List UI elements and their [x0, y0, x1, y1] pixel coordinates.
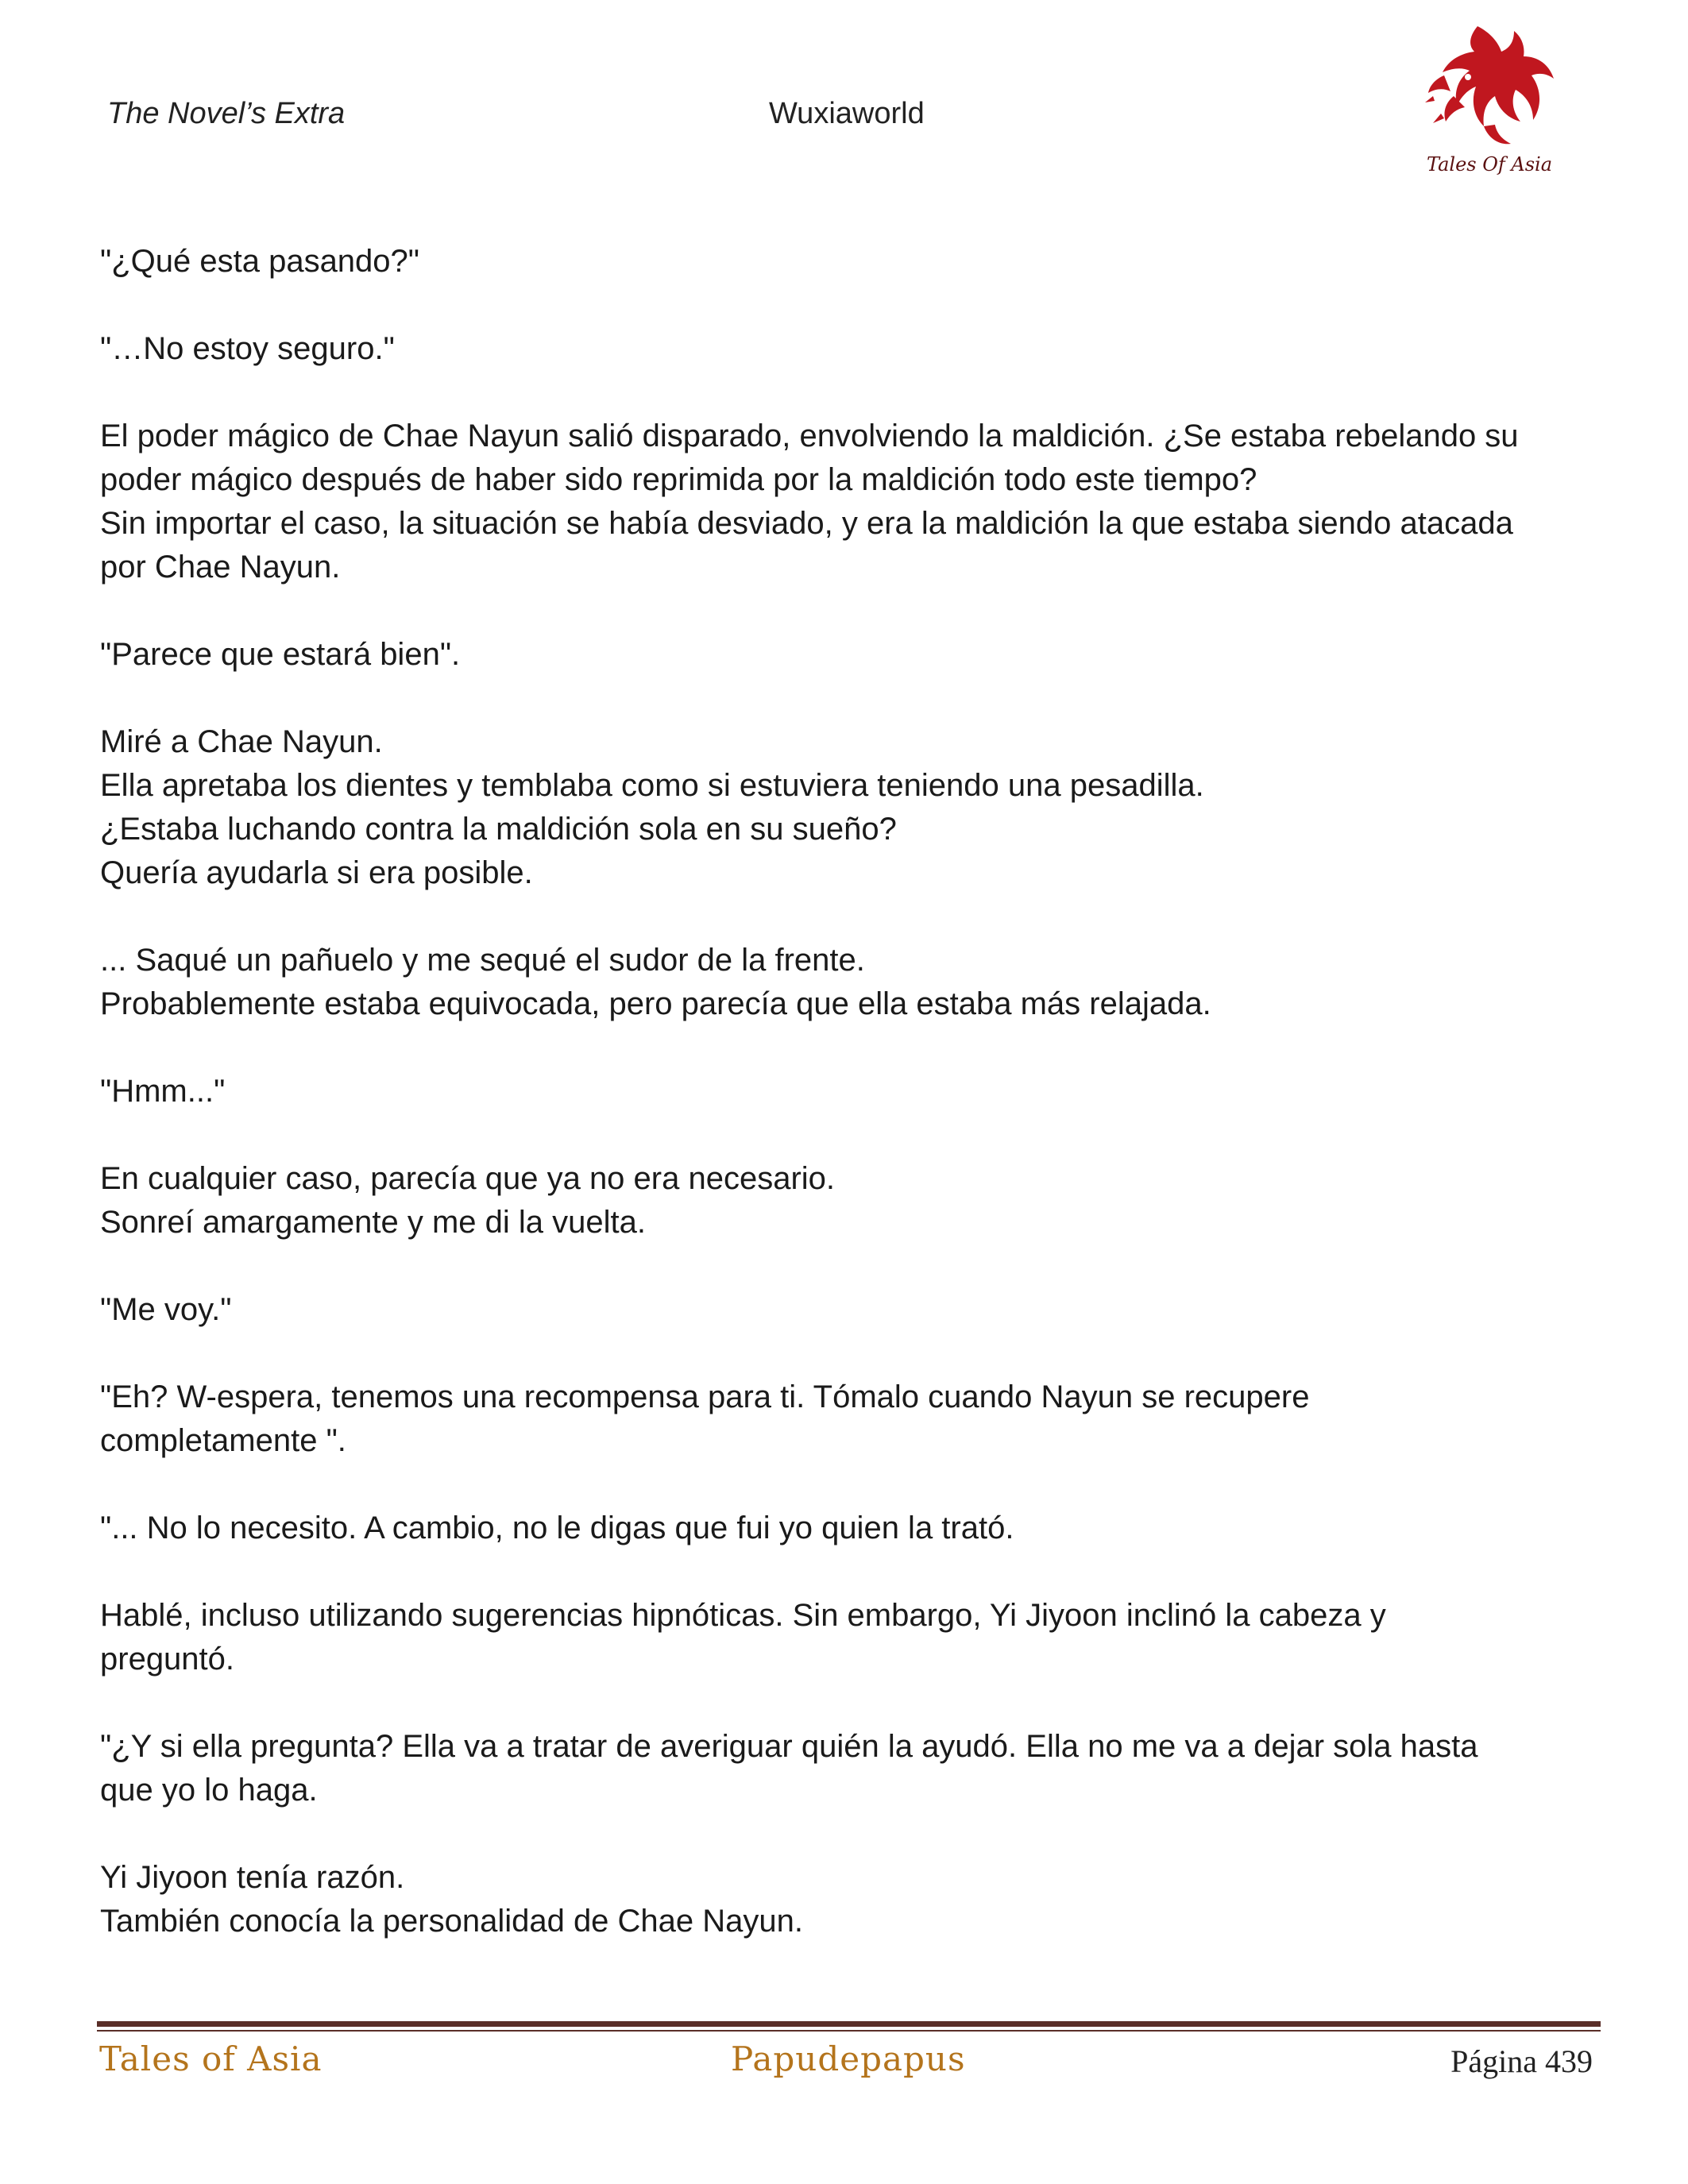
paragraph-gap [100, 1244, 1593, 1288]
body-line: completamente ". [100, 1423, 346, 1458]
paragraph-gap [100, 1550, 1593, 1594]
body-line: Probablemente estaba equivocada, pero parecía que ella estaba más relajada. [100, 986, 1211, 1021]
paragraph-gap [100, 1026, 1593, 1070]
body-line: También conocía la personalidad de Chae Nayun. [100, 1904, 804, 1939]
body-line: Yi Jiyoon tenía razón. [100, 1860, 405, 1895]
tales-of-asia-logo [1422, 20, 1557, 187]
body-line: por Chae Nayun. [100, 550, 341, 585]
body-line: Quería ayudarla si era posible. [100, 855, 533, 890]
body-line: preguntó. [100, 1642, 235, 1677]
paragraph-gap [100, 1113, 1593, 1157]
body-line: ¿Estaba luchando contra la maldición sola en su sueño? [100, 812, 897, 847]
body-line: Hablé, incluso utilizando sugerencias hipnóticas. Sin embargo, Yi Jiyoon inclinó la cabeza y [100, 1598, 1386, 1633]
body-line: El poder mágico de Chae Nayun salió disparado, envolviendo la maldición. ¿Se estaba rebelando su [100, 419, 1519, 453]
body-line: Sin importar el caso, la situación se había desviado, y era la maldición la que estaba siendo atacada [100, 506, 1513, 541]
footer-divider-thin [97, 2030, 1601, 2032]
footer-divider-thick [97, 2021, 1601, 2027]
paragraph-gap [100, 284, 1593, 327]
body-line: poder mágico después de haber sido reprimida por la maldición todo este tiempo? [100, 462, 1257, 497]
page-number: Página 439 [1450, 2043, 1593, 2079]
header-novel-title: The Novel’s Extra [107, 97, 346, 130]
body-line: "Me voy." [100, 1292, 232, 1327]
chapter-body [100, 240, 1593, 1943]
paragraph-gap [100, 677, 1593, 720]
body-line: "... No lo necesito. A cambio, no le digas que fui yo quien la trató. [100, 1511, 1014, 1545]
body-line: "Parece que estará bien". [100, 637, 461, 672]
body-line: Miré a Chae Nayun. [100, 724, 383, 759]
paragraph-gap [100, 895, 1593, 939]
paragraph-gap [100, 1812, 1593, 1856]
paragraph-gap [100, 1463, 1593, 1507]
body-line: "Hmm..." [100, 1074, 226, 1109]
footer-translator-label: Papudepapus [731, 2039, 966, 2078]
body-line: "¿Qué esta pasando?" [100, 244, 419, 279]
body-line: que yo lo haga. [100, 1773, 318, 1808]
body-line: "Eh? W-espera, tenemos una recompensa para ti. Tómalo cuando Nayun se recupere [100, 1379, 1310, 1414]
body-line: En cualquier caso, parecía que ya no era necesario. [100, 1161, 836, 1196]
paragraph-gap [100, 589, 1593, 633]
body-line: "¿Y si ella pregunta? Ella va a tratar de averiguar quién la ayudó. Ella no me va a dejar sola hasta [100, 1729, 1478, 1764]
paragraph-gap [100, 1681, 1593, 1725]
body-line: "…No estoy seguro." [100, 331, 395, 366]
paragraph-gap [100, 371, 1593, 415]
body-line: Sonreí amargamente y me di la vuelta. [100, 1205, 647, 1240]
header-site-name: Wuxiaworld [769, 97, 925, 130]
paragraph-gap [100, 1332, 1593, 1376]
logo-text: Tales Of Asia [1426, 153, 1553, 176]
footer-site-label: Tales of Asia [99, 2039, 323, 2078]
body-line: ... Saqué un pañuelo y me sequé el sudor de la frente. [100, 943, 865, 978]
body-line: Ella apretaba los dientes y temblaba como si estuviera teniendo una pesadilla. [100, 768, 1204, 803]
